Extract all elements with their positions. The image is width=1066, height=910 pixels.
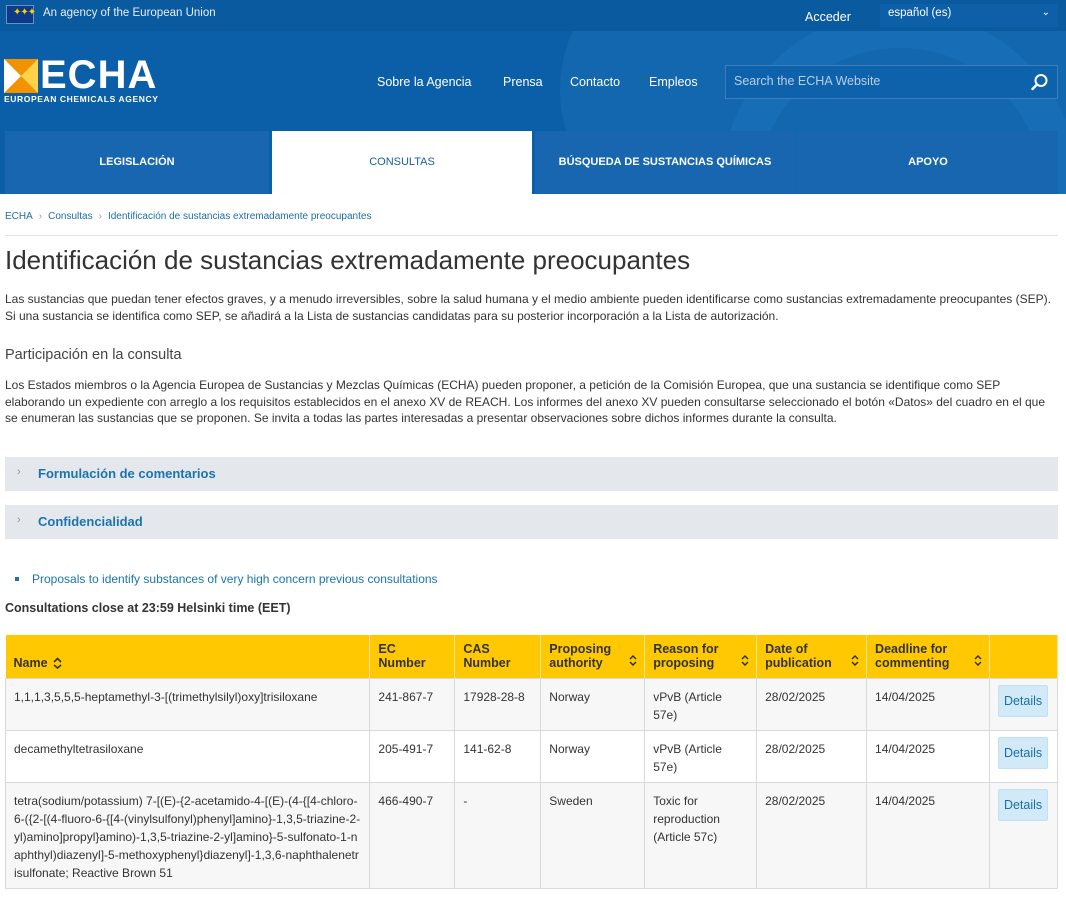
primary-tabs (0, 131, 1066, 194)
search-icon[interactable] (1031, 73, 1049, 91)
cell-actions (989, 678, 1057, 730)
accordion-label: Formulación de comentarios (38, 466, 216, 481)
language-value: español (es) (888, 7, 952, 19)
column-header-published[interactable]: Date of publication (757, 635, 867, 678)
search-input[interactable] (734, 74, 1024, 88)
tab-apoyo[interactable]: APOYO (798, 131, 1058, 194)
divider (5, 235, 1058, 236)
logo-subtitle: EUROPEAN CHEMICALS AGENCY (4, 94, 159, 104)
chevron-right-icon: › (17, 466, 21, 478)
chevron-down-icon: ⌄ (1041, 7, 1050, 18)
nav-about[interactable]: Sobre la Agencia (377, 75, 472, 89)
cell-ec: 466-490-7 (370, 782, 455, 888)
cell-reason: vPvB (Article 57e) (645, 678, 757, 730)
details-button[interactable]: Details (998, 737, 1048, 769)
link-label: Proposals to identify substances of very high concern previous consultations (32, 572, 438, 586)
table-header-row (6, 635, 1058, 678)
search-box (725, 65, 1058, 99)
nav-press[interactable]: Prensa (503, 75, 543, 89)
chevron-right-icon: › (17, 514, 21, 526)
sort-icon (974, 654, 982, 666)
cell-deadline: 14/04/2025 (867, 782, 990, 888)
cell-published: 28/02/2025 (757, 730, 867, 782)
accordion-label: Confidencialidad (38, 514, 143, 529)
cell-actions (989, 782, 1057, 888)
column-header-actions (989, 635, 1057, 678)
nav-contact[interactable]: Contacto (570, 75, 621, 89)
cell-name: decamethyltetrasiloxane (6, 730, 370, 782)
sort-icon (53, 657, 62, 669)
cell-name: tetra(sodium/potassium) 7-[(E)-{2-acetamido-4-[(E)-(4-{[4-chloro-6-({2-[(4-fluoro-6-{[4-(vinylsulfonyl)phenyl]amino}-1,3,5-triazine-2-yl)amino]propyl}amino)-1,3,5-triazine-2-yl]amino}-5-sulfonato-1-naphthyl)diazenyl]-5-methoxyphenyl}diazenyl]-1,3,6-naphthalenetrisulfonate; Reactive Brown 51 (6, 782, 370, 888)
chevron-right-icon: › (98, 211, 102, 222)
bullet-icon (15, 577, 19, 581)
cell-reason: vPvB (Article 57e) (645, 730, 757, 782)
intro-text: Las sustancias que puedan tener efectos graves, y a menudo irreversibles, sobre la salud humana y el medio ambiente pueden identificarse como sustancias extremadamente preocupantes (SEP). Si una sustancia se identifica como SEP, se añadirá a la Lista de sustancias candidatas para su posterior incorporación a la Lista de autorización. (5, 292, 1051, 323)
details-button[interactable]: Details (998, 685, 1048, 717)
cell-ec: 241-867-7 (370, 678, 455, 730)
logo-wordmark: ECHA (40, 53, 158, 97)
section-text: Los Estados miembros o la Agencia Europea de Sustancias y Mezclas Químicas (ECHA) pueden proponer, a petición de la Comisión Europea, que una sustancia se identifique como SEP elaborando un expediente con arreglo a los requisitos establecidos en el anexo XV de REACH. Los informes del anexo XV pueden consultarse seleccionado el botón «Datos» del cuadro en el que se enumeran las sustancias que se proponen. Se invita a todas las partes interesadas a presentar observaciones sobre dichos informes durante la consulta. (5, 378, 1046, 425)
table-row (6, 678, 1058, 730)
tab-busqueda[interactable]: BÚSQUEDA DE SUSTANCIAS QUÍMICAS (535, 131, 795, 194)
column-header-authority[interactable]: Proposing authority (541, 635, 645, 678)
consultations-table (5, 635, 1058, 889)
cell-published: 28/02/2025 (757, 678, 867, 730)
login-link[interactable]: Acceder (805, 10, 851, 24)
cell-cas: - (455, 782, 541, 888)
column-header-ec[interactable]: EC Number (370, 635, 455, 678)
tab-legislacion[interactable]: LEGISLACIÓN (5, 131, 269, 194)
sort-icon (629, 654, 637, 666)
eu-flag-icon: ✦✦✦ (6, 5, 34, 24)
breadcrumb-current[interactable]: Identificación de sustancias extremadamente preocupantes (107, 211, 372, 222)
language-select[interactable] (880, 4, 1058, 27)
site-header (0, 0, 1066, 194)
accordion-comments[interactable] (5, 457, 1058, 491)
table-row (6, 730, 1058, 782)
echa-logo-icon (4, 59, 38, 93)
consultation-close-note: Consultations close at 23:59 Helsinki time (EET) (5, 601, 291, 615)
cell-authority: Norway (541, 730, 645, 782)
chevron-right-icon: › (38, 211, 43, 222)
cell-name: 1,1,1,3,5,5,5-heptamethyl-3-[(trimethylsilyl)oxy]trisiloxane (6, 678, 370, 730)
sort-icon (741, 654, 749, 666)
column-header-cas[interactable]: CAS Number (455, 635, 541, 678)
breadcrumb-echa[interactable]: ECHA (5, 211, 33, 222)
top-bar (0, 0, 1066, 31)
cell-reason: Toxic for reproduction (Article 57c) (645, 782, 757, 888)
cell-authority: Norway (541, 678, 645, 730)
cell-published: 28/02/2025 (757, 782, 867, 888)
cell-actions (989, 730, 1057, 782)
cell-deadline: 14/04/2025 (867, 730, 990, 782)
breadcrumb-consultas[interactable]: Consultas (48, 211, 93, 222)
table-row (6, 782, 1058, 888)
sort-icon (851, 654, 859, 666)
column-header-deadline[interactable]: Deadline for commenting (867, 635, 990, 678)
column-header-name[interactable]: Name (6, 635, 370, 678)
section-title: Participación en la consulta (5, 347, 182, 363)
cell-cas: 141-62-8 (455, 730, 541, 782)
nav-jobs[interactable]: Empleos (649, 75, 698, 89)
cell-authority: Sweden (541, 782, 645, 888)
page-title: Identificación de sustancias extremadamente preocupantes (5, 245, 691, 275)
agency-text: An agency of the European Union (43, 7, 216, 19)
cell-ec: 205-491-7 (370, 730, 455, 782)
accordion-confidentiality[interactable] (5, 505, 1058, 539)
breadcrumb (5, 211, 371, 222)
details-button[interactable]: Details (998, 789, 1048, 821)
tab-consultas[interactable]: CONSULTAS (272, 131, 532, 194)
cell-deadline: 14/04/2025 (867, 678, 990, 730)
column-header-reason[interactable]: Reason for proposing (645, 635, 757, 678)
cell-cas: 17928-28-8 (455, 678, 541, 730)
